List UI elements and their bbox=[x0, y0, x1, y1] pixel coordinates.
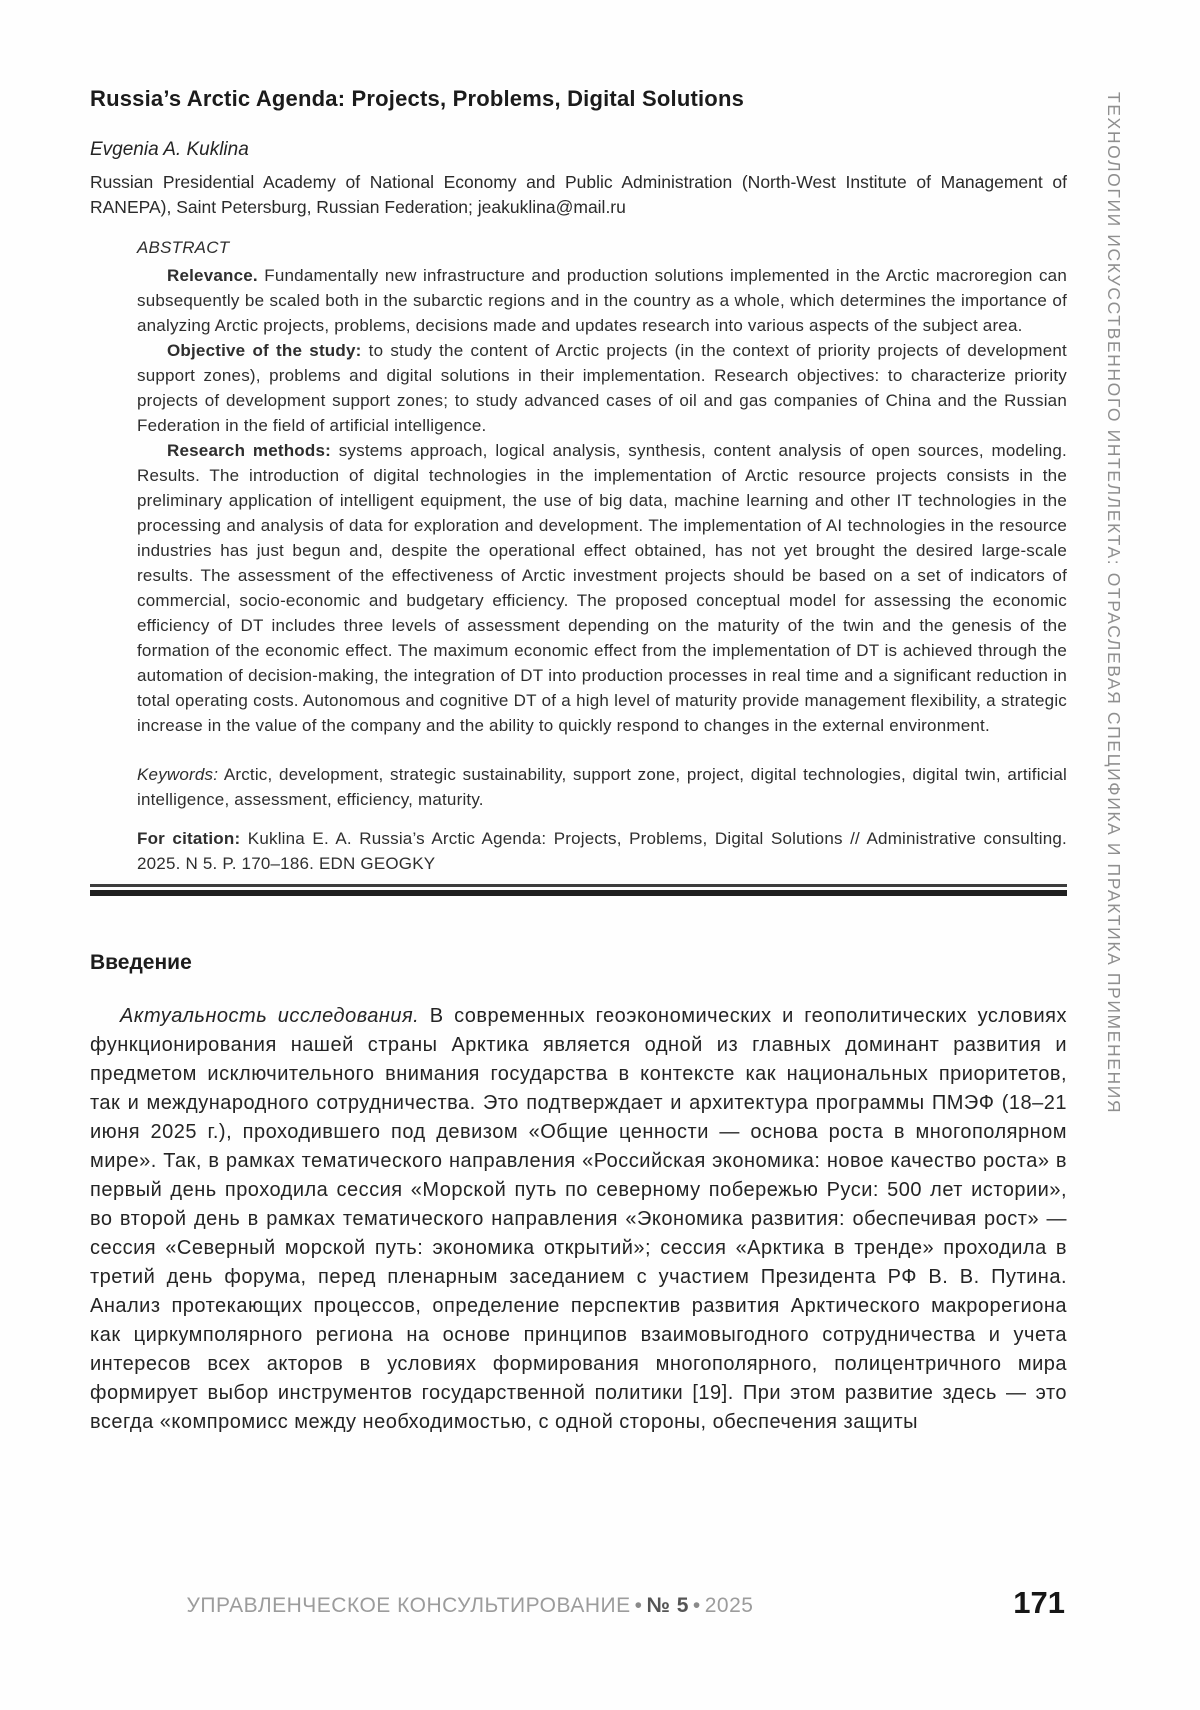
paragraph-text: В современных геоэкономических и геополитических условиях функционирования нашей страны Арктика является одной из главных доминант развития и предметом исключительного внимания государства в контексте как национальных приоритетов, так и международного сотрудничества. Это подтверждает и архитектура программы ПМЭФ (18–21 июня 2025 г.), проходившего под девизом «Общие ценности — основа роста в многополярном мире». Так, в рамках тематического направления «Российская экономика: новое качество роста» в первый день проходила сессия «Морской путь по северному побережью Руси: 500 лет истории», во второй день в рамках тематического направления «Экономика развития: обеспечивая рост» — сессия «Северный морской путь: экономика открытий»; сессия «Арктика в тренде» проходила в третий день форума, перед пленарным заседанием с участием Президента РФ В. В. Путина. Анализ протекающих процессов, определение перспектив развития Арктического макрорегиона как циркумполярного региона на основе принципов взаимовыгодного сотрудничества и учета интересов всех акторов в условиях формирования многополярного, полицентричного мира формирует выбор инструментов государственной политики [19]. При этом развитие здесь — это всегда «компромисс между необходимостью, с одной стороны, обеспечения защиты bbox=[90, 1005, 1067, 1433]
keywords-paragraph bbox=[137, 762, 1067, 812]
citation-paragraph bbox=[137, 826, 1067, 876]
journal-name: УПРАВЛЕНЧЕСКОЕ КОНСУЛЬТИРОВАНИЕ bbox=[186, 1594, 631, 1617]
author-name: Evgenia A. Kuklina bbox=[90, 139, 249, 160]
body-paragraph bbox=[90, 1002, 1067, 1437]
abstract-section bbox=[137, 235, 1067, 876]
keywords-label: Keywords: bbox=[137, 765, 219, 784]
citation-text: Kuklina E. A. Russia’s Arctic Agenda: Projects, Problems, Digital Solutions // Administrative consulting. 2025. N 5. P. 170–186. EDN GEOGKY bbox=[137, 829, 1067, 873]
page-number: 171 bbox=[1013, 1585, 1065, 1620]
running-head-vertical: ТЕХНОЛОГИИ ИСКУССТВЕННОГО ИНТЕЛЛЕКТА: ОТРАСЛЕВАЯ СПЕЦИФИКА И ПРАКТИКА ПРИМЕНЕНИЯ bbox=[1104, 92, 1124, 1115]
abstract-paragraph-objective bbox=[137, 338, 1067, 438]
separator-dot: • bbox=[634, 1594, 643, 1617]
article-title: Russia’s Arctic Agenda: Projects, Problems, Digital Solutions bbox=[90, 86, 745, 111]
footer-journal-line bbox=[187, 1594, 754, 1618]
abstract-paragraph-methods bbox=[137, 438, 1067, 738]
paragraph-lead: Objective of the study: bbox=[167, 341, 362, 360]
section-divider bbox=[90, 884, 1067, 896]
keywords-text: Arctic, development, strategic sustainability, support zone, project, digital technologies, digital twin, artificial intelligence, assessment, efficiency, maturity. bbox=[137, 765, 1067, 809]
issue-number: № 5 bbox=[646, 1594, 689, 1617]
paragraph-lead: Relevance. bbox=[167, 266, 258, 285]
abstract-paragraph-relevance bbox=[137, 263, 1067, 338]
abstract-label: ABSTRACT bbox=[137, 238, 230, 257]
year-label: 2025 bbox=[704, 1594, 754, 1617]
paragraph-lead: Research methods: bbox=[167, 441, 331, 460]
paragraph-text: systems approach, logical analysis, synthesis, content analysis of open sources, modeling. Results. The introduction of digital technologies in the implementation of Arctic resource projects consists in the preliminary application of intelligent equipment, the use of big data, machine learning and other IT technologies in the processing and analysis of data for exploration and development. The implementation of AI technologies in the resource industries has just begun and, despite the operational effect obtained, has not yet brought the desired large-scale results. The assessment of the effectiveness of Arctic investment projects should be based on a set of indicators of commercial, socio-economic and budgetary efficiency. The proposed conceptual model for assessing the economic efficiency of DT includes three levels of assessment depending on the maturity of the twin and the genesis of the formation of the economic effect. The maximum economic effect from the implementation of DT is achieved through the automation of decision-making, the integration of DT into production processes in real time and a significant reduction in total operating costs. Autonomous and cognitive DT of a high level of maturity provide management flexibility, a strategic increase in the value of the company and the ability to quickly respond to changes in the external environment. bbox=[137, 441, 1067, 735]
paragraph-lead-italic: Актуальность исследования. bbox=[120, 1005, 420, 1027]
author-affiliation: Russian Presidential Academy of National Economy and Public Administration (North-West Institute of Management of RANEPA), Saint Petersburg, Russian Federation; jeakuklina@mail.ru bbox=[90, 172, 1067, 217]
article-content bbox=[90, 84, 1067, 1437]
introduction-heading: Введение bbox=[90, 951, 192, 974]
citation-label: For citation: bbox=[137, 829, 241, 848]
separator-dot: • bbox=[692, 1594, 701, 1617]
paragraph-text: Fundamentally new infrastructure and production solutions implemented in the Arctic macroregion can subsequently be scaled both in the subarctic regions and in the country as a whole, which determines the importance of analyzing Arctic projects, problems, decisions made and updates research into various aspects of the subject area. bbox=[137, 266, 1067, 335]
paragraph-text: to study the content of Arctic projects (in the context of priority projects of development support zones), problems and digital solutions in their implementation. Research objectives: to characterize priority projects of development support zones; to study advanced cases of oil and gas companies of China and the Russian Federation in the field of artificial intelligence. bbox=[137, 341, 1067, 435]
